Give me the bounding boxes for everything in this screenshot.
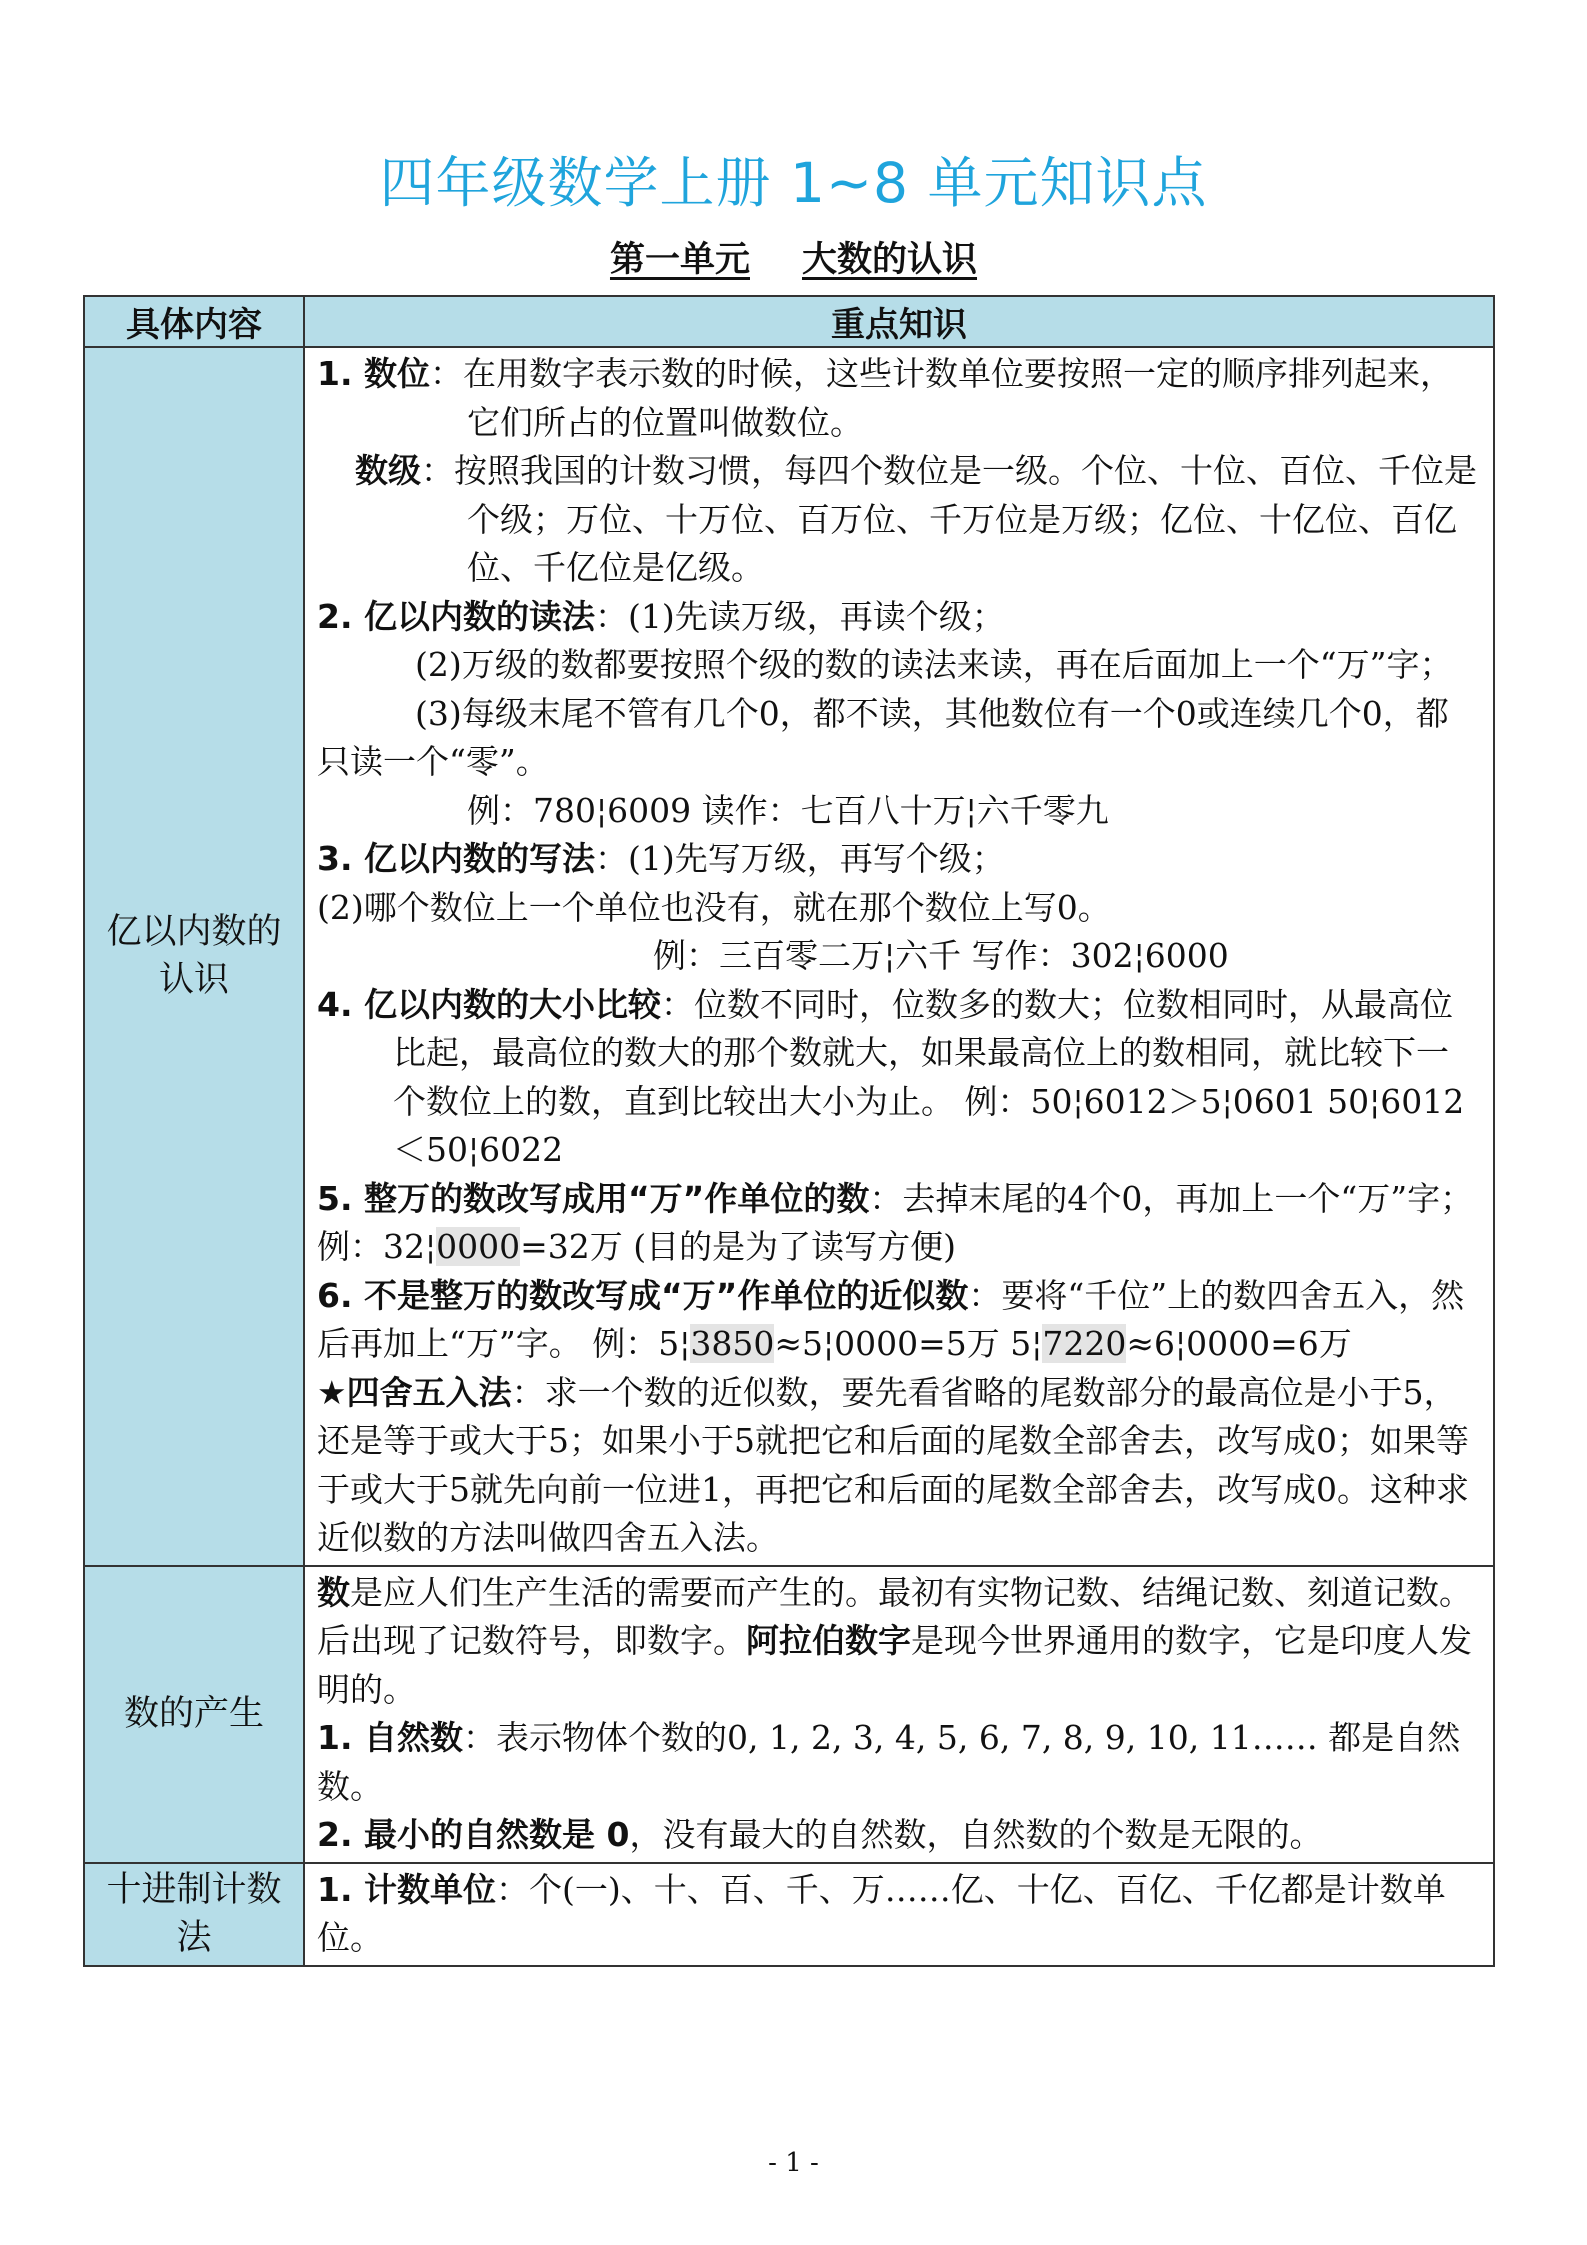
para-read-1: 2. 亿以内数的读法：(1)先读万级，再读个级；	[317, 596, 1005, 636]
unit-number: 第一单元	[609, 240, 750, 280]
para-write-1: 3. 亿以内数的写法：(1)先写万级，再写个级；	[317, 839, 1005, 878]
term-label: 6. 不是整万的数改写成“万”作单位的近似数	[317, 1275, 969, 1315]
term-label: ★四舍五入法	[317, 1372, 512, 1412]
para-natural: 1. 自然数：表示物体个数的0, 1, 2, 3, 4, 5, 6, 7, 8, 9, 10, 11…… 都是自然数。	[317, 1718, 1461, 1806]
row-category: 十进制计数法	[84, 1863, 304, 1966]
table-row	[84, 1566, 1494, 1863]
knowledge-table	[83, 295, 1495, 1967]
header-content: 具体内容	[84, 296, 304, 347]
term-label: 2. 亿以内数的读法	[317, 596, 595, 636]
term-label: 1. 自然数	[317, 1718, 463, 1757]
header-knowledge: 重点知识	[304, 296, 1494, 347]
para-read-3: (3)每级末尾不管有几个0，都不读，其他数位有一个0或连续几个0，都只读一个“零”。	[317, 693, 1449, 781]
row-content	[304, 1566, 1494, 1863]
table-header-row	[84, 296, 1494, 347]
row-category: 亿以内数的认识	[84, 347, 304, 1566]
para-rewrite-example: 例：32¦0000=32万 (目的是为了读写方便)	[317, 1227, 956, 1266]
para-shuji: 数级：按照我国的计数习惯，每四个数位是一级。个位、十位、百位、千位是个级；万位、十万位、百万位、千万位是万级；亿位、十亿位、百亿位、千亿位是亿级。	[355, 451, 1477, 587]
row-content	[304, 347, 1494, 1566]
highlight: 7220	[1042, 1324, 1127, 1363]
term-label: 数级	[355, 451, 421, 490]
para-compare: 4. 亿以内数的大小比较：位数不同时，位数多的数大；位数相同时，从最高位比起，最高位的数大的那个数就大，如果最高位上的数相同，就比较下一个数位上的数，直到比较出大小为止。 例：50¦6012＞5¦0601 50¦6012＜50¦6022	[317, 984, 1465, 1169]
para-rewrite: 5. 整万的数改写成用“万”作单位的数：去掉末尾的4个0，再加上一个“万”字；	[317, 1178, 1474, 1218]
document-title: 四年级数学上册 1~8 单元知识点	[379, 151, 1208, 215]
row-category: 数的产生	[84, 1566, 304, 1863]
table-row	[84, 1863, 1494, 1966]
para-min-natural: 2. 最小的自然数是 0，没有最大的自然数，自然数的个数是无限的。	[317, 1815, 1323, 1854]
term-label: 1. 数位	[317, 354, 430, 393]
para-read-example: 例：780¦6009 读作：七百八十万¦六千零九	[467, 790, 1109, 830]
para-approx: 6. 不是整万的数改写成“万”作单位的近似数：要将“千位”上的数四舍五入，然后再加上“万”字。 例：5¦3850≈5¦0000=5万 5¦7220≈6¦0000=6万	[317, 1275, 1465, 1363]
term-label: 5. 整万的数改写成用“万”作单位的数	[317, 1178, 870, 1218]
para-origin: 数是应人们生产生活的需要而产生的。最初有实物记数、结绳记数、刻道记数。后出现了记数符号，即数字。阿拉伯数字是现今世界通用的数字，它是印度人发明的。	[317, 1572, 1472, 1709]
para-write-example: 例：三百零二万¦六千 写作：302¦6000	[653, 936, 1229, 975]
para-read-2: (2)万级的数都要按照个级的数的读法来读，再在后面加上一个“万”字；	[415, 645, 1453, 684]
page-number: - 1 -	[768, 2148, 819, 2178]
para-write-2: (2)哪个数位上一个单位也没有，就在那个数位上写0。	[317, 887, 1111, 927]
row-content	[304, 1863, 1494, 1966]
term-label: 4. 亿以内数的大小比较	[317, 984, 661, 1024]
unit-heading	[0, 237, 1587, 283]
term-label: 1. 计数单位	[317, 1869, 496, 1909]
term-label: 2. 最小的自然数是 0	[317, 1815, 630, 1854]
highlight: 3850	[690, 1324, 775, 1363]
para-count-unit: 1. 计数单位：个(一)、十、百、千、万……亿、十亿、百亿、千亿都是计数单位。	[317, 1869, 1446, 1957]
term-label: 3. 亿以内数的写法	[317, 839, 595, 878]
para-shuwei: 1. 数位：在用数字表示数的时候，这些计数单位要按照一定的顺序排列起来，它们所占的位置叫做数位。	[317, 354, 1453, 442]
para-rounding: ★四舍五入法：求一个数的近似数，要先看省略的尾数部分的最高位是小于5，还是等于或大于5；如果小于5就把它和后面的尾数全部舍去，改写成0；如果等于或大于5就先向前一位进1，再把它和后面的尾数全部舍去，改写成0。这种求近似数的方法叫做四舍五入法。	[317, 1372, 1469, 1557]
unit-name: 大数的认识	[802, 240, 978, 280]
table-row	[84, 347, 1494, 1566]
highlight: 0000	[436, 1227, 521, 1266]
